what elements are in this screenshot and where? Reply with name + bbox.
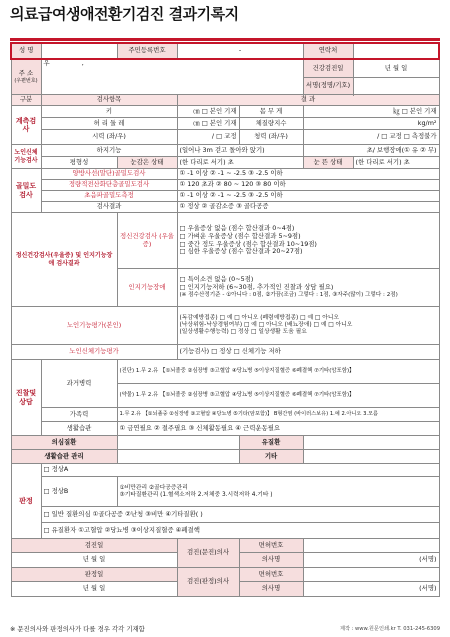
bone-row-3-options[interactable]: ① -1 이상 ② -1 ~ -2.5 ③ -2.5 이하 [177,191,439,202]
depression-option-2[interactable]: □ 가벼운 우울증상 (점수 합산결과 5~9점) [179,231,301,240]
bone-result-options[interactable]: ① 정상 ② 골감소증 ③ 골다공증 [177,202,439,213]
suspect-field[interactable] [117,436,239,450]
rrn-field[interactable]: - [177,43,303,59]
elderly-row-3[interactable]: (일상생활수행능력) □ 정상 □ 일상생활 도움 필요 [179,328,307,335]
disease-field[interactable] [303,436,439,450]
elderly-row-1[interactable]: (독감예방접종) □ 예 □ 아니오 (폐렴예방접종) □ 예 □ 아니오 [179,315,340,322]
habit-label: 생활습관 [41,422,117,436]
cognitive-option-2[interactable]: □ 인지기능저하 (6~30점, 추가적인 진찰과 상담 필요) [179,283,334,292]
phone-field[interactable] [353,43,439,59]
bmi-value[interactable]: kg/m² [303,118,439,130]
cognitive-options[interactable] [177,269,439,307]
history-medication[interactable]: (약물) 1.무 2.유 【①뇌졸중 ②심장병 ③고혈압 ④당뇨병 ⑤이상지질혈증 ⑥폐결핵 ⑦기타(암포함)】 [117,384,439,408]
senior-fn-label: 노인신체기능평가 [11,345,177,360]
signature-label: 서명(정명/기호) [303,78,353,95]
history-label: 과거병력 [41,360,117,408]
title-divider [10,38,440,41]
verdict-b-item-2[interactable]: ③기타질환관리 (1.혈색소저하 2.저체중 3.시력저하 4.기타 ) [119,491,273,498]
name-label: 성 명 [11,43,41,59]
verdict-normal-b[interactable]: □ 정상B [41,477,117,507]
leg-text: (일어나 3m 걷고 돌아와 앉기) [177,145,303,157]
page-title: 의료급여생애전환기검진 결과기록지 [10,5,239,23]
address-field[interactable] [41,59,303,95]
mental-label: 정신건강검사(우울증) 및 인지기능장애 검사결과 [11,213,117,307]
doctor-exam-label: 검진(문진)의사 [177,539,239,568]
col-result: 결 과 [177,95,439,106]
result-form [10,42,438,597]
history-diagnosis[interactable]: (진단) 1.무 2.유 【①뇌졸중 ②심장병 ③고혈압 ④당뇨병 ⑤이상지질혈증 ⑥폐결핵 ⑦기타(암포함)】 [117,360,439,384]
exam-date-bottom-value[interactable]: 년 월 일 [11,553,177,568]
hearing-label: 청력 (좌/우) [239,130,303,145]
depression-option-1[interactable]: □ 우울증상 없음 (점수 합산결과 0~4점) [179,224,295,233]
license-label-2: 면허번호 [239,568,303,582]
verdict-label: 판정 [11,464,41,539]
exam-date-bottom-label: 검진일 [11,539,177,553]
hearing-value[interactable]: / □ 교정 □ 측정불가 [303,130,439,145]
waist-label: 허 리 둘 레 [41,118,177,130]
verdict-date-value[interactable]: 년 월 일 [11,582,177,597]
elderly-row-2[interactable]: (낙상위험-낙상경험여부) □ 예 □ 아니오 (배뇨장애) □ 예 □ 아니오 [179,322,353,329]
signature-field[interactable] [353,78,439,95]
bmi-label: 체질량지수 [239,118,303,130]
eyes-closed-value[interactable]: (한 다리로 서기) 초 [177,157,303,169]
doctor-sign-1[interactable]: (서명) [303,553,439,568]
measure-label: 계측검사 [11,106,41,145]
doctor-name-label-2: 의사명 [239,582,303,597]
name-field[interactable] [41,43,117,59]
senior-fn-value[interactable]: (기능검사) □ 정상 □ 신체기능 저하 [177,345,439,360]
verdict-b-items[interactable] [117,477,439,507]
doctor-name-label-1: 의사명 [239,553,303,568]
senior-label: 노인신체기능검사 [11,145,41,169]
publisher-info: 제작 : www.원문인쇄.kr T. 031-245-6309 [339,626,440,632]
vision-value[interactable]: / □ 교정 [177,130,239,145]
doctor-verdict-label: 검진(판정)의사 [177,568,239,597]
license-label-1: 면허번호 [239,539,303,553]
lifestyle-field[interactable] [117,450,239,464]
bone-row-2-options[interactable]: ① 120 초과 ② 80 ~ 120 ③ 80 이하 [177,180,439,191]
bone-row-1-options[interactable]: ① -1 이상 ② -1 ~ -2.5 ③ -2.5 이하 [177,169,439,180]
bone-result-label: 검사결과 [41,202,177,213]
waist-value[interactable]: ㎝ □ 본인 기재 [177,118,239,130]
consult-label: 진찰및상담 [11,360,41,436]
verdict-date-label: 판정일 [11,568,177,582]
exam-date-label: 건강검진일 [303,59,353,78]
verdict-patient[interactable]: □ 유질환자 ①고혈압 ②당뇨병 ③이상지질혈증 ④폐결핵 [41,523,439,539]
depression-option-3[interactable]: □ 중간 정도 우울증상 (점수 합산결과 10~19점) [179,239,317,248]
family-options[interactable]: 1.무 2.유 【①뇌졸중 ②심장병 ③고혈압 ④당뇨병 ⑤기타(암포함)】 B형간염 (바이러스보유) 1.예 2.아니오 3.모름 [117,408,439,422]
col-item: 검사항목 [41,95,177,106]
suspect-label: 의심질환 [11,436,117,450]
depression-options[interactable] [177,213,439,269]
other-field[interactable] [303,450,439,464]
leg-value[interactable]: 초/ 보행장애(① 유 ② 무) [303,145,439,157]
rrn-label: 주민등록번호 [117,43,177,59]
license-field-1[interactable] [303,539,439,553]
phone-label: 연락처 [303,43,353,59]
doctor-sign-2[interactable]: (서명) [303,582,439,597]
footnote: ※ 문진의사와 판정의사가 다를 경우 각각 기재함 [10,625,145,633]
elderly-label: 노인기능평가(본인) [11,307,177,345]
address-label: 주 소 [18,69,34,78]
cognitive-label: 인지기능장애 [117,269,177,307]
addr-dot: , [81,59,84,67]
address-label-cell [11,59,41,95]
lifestyle-label: 생활습관 관리 [11,450,117,464]
addr-prefix: 우 [43,59,50,67]
disease-label: 유질환 [239,436,303,450]
bone-row-1-label: 양방사선(말단)골밀도검사 [41,169,177,180]
cognitive-option-1[interactable]: □ 특이소견 없음 (0~5점) [179,275,254,284]
exam-date-field[interactable]: 년 월 일 [353,59,439,78]
license-field-2[interactable] [303,568,439,582]
habit-options[interactable]: ① 금연필요 ② 절주필요 ③ 신체활동필요 ④ 근력운동필요 [117,422,439,436]
weight-label: 몸 무 게 [239,106,303,118]
elderly-options[interactable] [177,307,439,345]
form-table [10,42,440,597]
eyes-open-label: 눈 뜬 상태 [303,157,353,169]
verdict-suspect[interactable]: □ 일반 질환의심 ①골다공증 ②난청 ③비만 ④기타질환( ) [41,507,439,523]
col-division: 구분 [11,95,41,106]
height-value[interactable]: ㎝ □ 본인 기재 [177,106,239,118]
leg-label: 하지기능 [41,145,177,157]
other-label: 기타 [239,450,303,464]
weight-value[interactable]: ㎏ □ 본인 기재 [303,106,439,118]
cognitive-note: (※ 점수산정기준 - ①아니다 : 0점, ②가끔(조금) 그렇다 : 1점, ③자주(많이) 그렇다 : 2점) [179,291,398,298]
eyes-open-value[interactable]: (한 다리로 서기) 초 [353,157,439,169]
height-label: 키 [41,106,177,118]
depression-option-4[interactable]: □ 심한 우울증상 (점수 합산결과 20~27점) [179,247,303,256]
balance-label: 평형성 [41,157,117,169]
eyes-closed-label: 눈감은 상태 [117,157,177,169]
verdict-normal-a[interactable]: □ 정상A [41,464,439,477]
vision-label: 시력 (좌/우) [41,130,177,145]
bone-row-3-label: 초음파골밀도측정 [41,191,177,202]
postcode-label: (우편번호) [14,77,38,84]
bone-label: 골밀도검사 [11,169,41,213]
depression-label: 정신건강검사 (우울증) [117,213,177,269]
verdict-b-item-1[interactable]: ①비만관리 ②골다공증관리 [119,484,188,491]
family-label: 가족력 [41,408,117,422]
bone-row-2-label: 정량적전산화단층골밀도검사 [41,180,177,191]
